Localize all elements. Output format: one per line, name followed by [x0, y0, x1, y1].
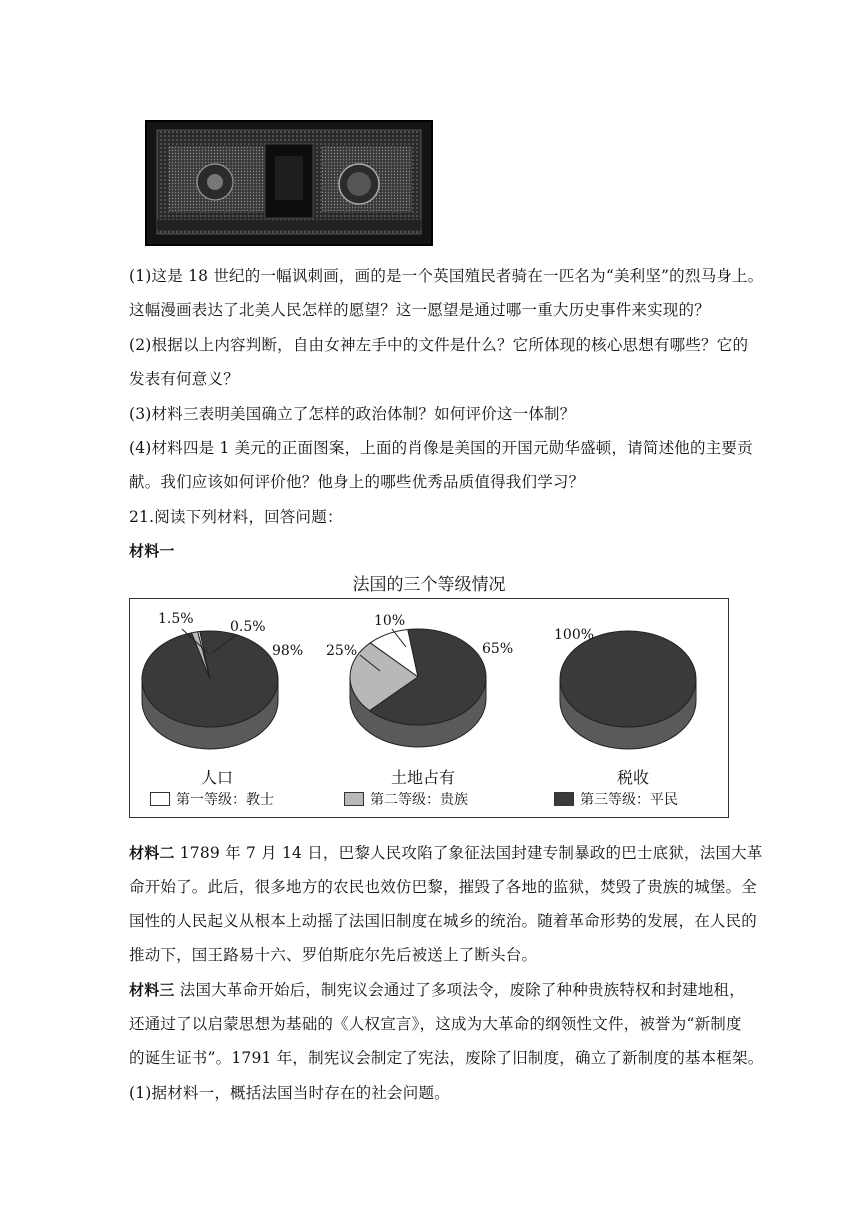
pie-tax-caption: 税收	[616, 768, 649, 787]
pie-land-label-commoners: 65%	[482, 641, 514, 657]
legend-swatch-gray	[344, 792, 364, 806]
chart-frame	[129, 598, 729, 818]
material3-label: 材料三	[129, 981, 175, 999]
material2-line1	[129, 841, 763, 865]
legend-swatch-white	[150, 792, 170, 806]
legend-item-clergy	[150, 789, 274, 809]
material3-line1	[129, 978, 745, 1002]
legend-swatch-dark	[554, 792, 574, 806]
material2-line4: 推动下，国王路易十六、罗伯斯庇尔先后被送上了断头台。	[129, 946, 538, 964]
pie-land-label-clergy: 10%	[374, 613, 406, 629]
material2-label: 材料二	[129, 844, 175, 862]
material2-line3: 国性的人民起义从根本上动摇了法国旧制度在城乡的统治。随着革命形势的发展，在人民的	[129, 912, 758, 930]
pie-population-label-nobility: 1.5%	[158, 611, 194, 627]
q20-item2-line2: 发表有何意义？	[129, 370, 239, 388]
material3-line2: 还通过了以启蒙思想为基础的《人权宣言》，这成为大革命的纲领性文件，被誉为“新制度	[129, 1015, 742, 1033]
one-dollar-banknote-image	[145, 120, 433, 246]
material1-label: 材料一	[129, 542, 175, 560]
pie-land-label-nobility: 25%	[326, 643, 358, 659]
three-estates-figure	[129, 570, 729, 820]
pie-population-caption: 人口	[200, 768, 233, 787]
q20-item3-line1: (3)材料三表明美国确立了怎样的政治体制？如何评价这一体制？	[129, 405, 576, 423]
pie-population-label-clergy: 0.5%	[230, 619, 266, 635]
material3-line3: 的诞生证书”。1791 年，制宪议会制定了宪法，废除了旧制度，确立了新制度的基本框架。	[129, 1049, 764, 1067]
pie-tax-slice-commoners	[560, 631, 696, 727]
pie-population-label-commoners: 98%	[272, 643, 304, 659]
pie-land-caption: 土地占有	[390, 768, 455, 787]
legend-item-commoners	[554, 789, 678, 809]
q21-item1: (1)据材料一，概括法国当时存在的社会问题。	[129, 1084, 450, 1102]
legend-label-commoners: 第三等级：平民	[580, 792, 678, 808]
material2-text-1: 1789 年 7 月 14 日，巴黎人民攻陷了象征法国封建专制暴政的巴士底狱，法国大革	[179, 844, 763, 862]
legend-label-clergy: 第一等级：教士	[176, 792, 274, 808]
q20-item2-line1: (2)根据以上内容判断，自由女神左手中的文件是什么？它所体现的核心思想有哪些？它的	[129, 336, 749, 354]
q20-item1-line2: 这幅漫画表达了北美人民怎样的愿望？这一愿望是通过哪一重大历史事件来实现的？	[129, 301, 710, 319]
q20-item4-line2: 献。我们应该如何评价他？他身上的哪些优秀品质值得我们学习？	[129, 473, 585, 491]
material3-text-1: 法国大革命开始后，制宪议会通过了多项法令，废除了种种贵族特权和封建地租，	[179, 981, 745, 999]
legend-label-nobility: 第二等级：贵族	[370, 792, 468, 808]
q21-header: 21.阅读下列材料，回答问题：	[129, 508, 343, 526]
material2-line2: 命开始了。此后，很多地方的农民也效仿巴黎，摧毁了各地的监狱，焚毁了贵族的城堡。全	[129, 878, 758, 896]
legend-item-nobility	[344, 789, 468, 809]
pie-population-slice-commoners	[142, 631, 278, 727]
q20-item4-line1: (4)材料四是 1 美元的正面图案，上面的肖像是美国的开国元勋华盛顿，请简述他的主要贡	[129, 439, 753, 457]
chart-title: 法国的三个等级情况	[352, 575, 506, 595]
pie-tax-label-commoners: 100%	[554, 627, 595, 643]
q20-item1-line1: (1)这是 18 世纪的一幅讽刺画，画的是一个英国殖民者骑在一匹名为“美利坚”的烈马身上。	[129, 267, 764, 285]
